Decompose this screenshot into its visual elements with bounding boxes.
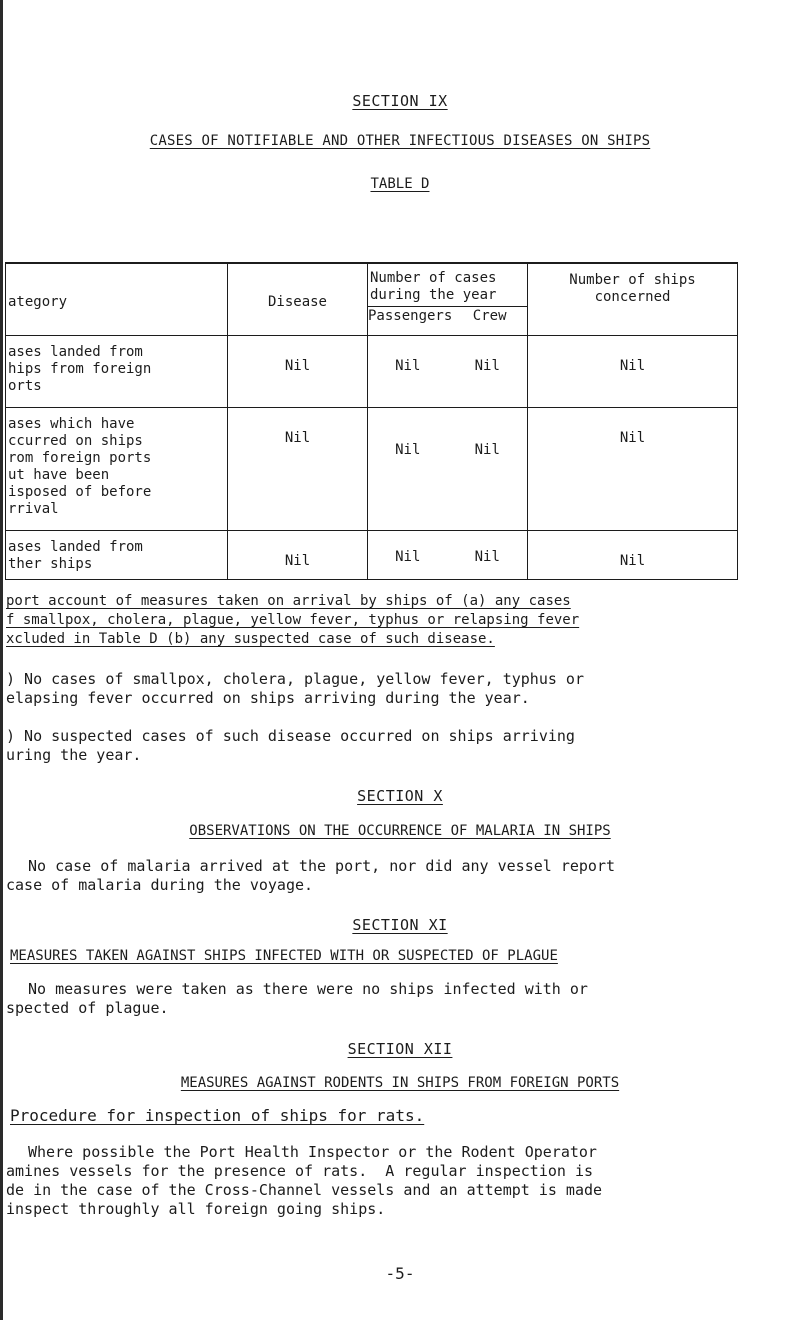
section-10-text-line-2: case of malaria during the voyage. <box>6 876 314 894</box>
row-disease: Nil <box>228 408 368 531</box>
section-10-text-line-1: No case of malaria arrived at the port, nor did any vessel report <box>28 857 615 875</box>
section-12-title: MEASURES AGAINST RODENTS IN SHIPS FROM FOREIGN PORTS <box>180 1075 620 1091</box>
row-cases <box>368 336 528 408</box>
header-ships-concerned: Number of ships concerned <box>528 263 738 336</box>
report-para-a-line-2: elapsing fever occurred on ships arriving during the year. <box>6 689 530 707</box>
section-12-subheading: Procedure for inspection of ships for rats. <box>10 1106 425 1125</box>
table-row <box>6 336 738 408</box>
row-ships: Nil <box>528 336 738 408</box>
table-row <box>6 531 738 580</box>
row-ships: Nil <box>528 408 738 531</box>
section-12-heading: SECTION XII <box>347 1040 453 1058</box>
section-12-text-line-1: Where possible the Port Health Inspector or the Rodent Operator <box>28 1143 597 1161</box>
row-ships: Nil <box>528 531 738 580</box>
header-crew: Crew <box>472 308 507 324</box>
report-line-1: port account of measures taken on arrival by ships of (a) any cases <box>6 593 571 609</box>
report-para-b-line-2: uring the year. <box>6 746 142 764</box>
table-row <box>6 408 738 531</box>
row-category: ases landed from hips from foreign orts <box>6 336 228 408</box>
header-number-of-cases <box>368 263 528 336</box>
row-crew: Nil <box>474 358 500 374</box>
section-11-title: MEASURES TAKEN AGAINST SHIPS INFECTED WITH OR SUSPECTED OF PLAGUE <box>10 948 558 964</box>
header-number-label: Number of cases during the year <box>370 270 497 303</box>
section-11-text-line-1: No measures were taken as there were no ships infected with or <box>28 980 588 998</box>
row-category: ases which have ccurred on ships rom foreign ports ut have been isposed of before rrival <box>6 408 228 531</box>
row-category: ases landed from ther ships <box>6 531 228 580</box>
report-line-2: f smallpox, cholera, plague, yellow fever, typhus or relapsing fever <box>6 612 580 628</box>
section-10-title: OBSERVATIONS ON THE OCCURRENCE OF MALARIA IN SHIPS <box>189 823 611 839</box>
section-12-text-line-2: amines vessels for the presence of rats. A regular inspection is <box>6 1162 593 1180</box>
row-passengers: Nil <box>395 549 421 565</box>
row-passengers: Nil <box>395 358 421 374</box>
row-crew: Nil <box>474 442 500 458</box>
row-disease: Nil <box>228 531 368 580</box>
header-category: ategory <box>6 263 228 336</box>
report-para-a-line-1: ) No cases of smallpox, cholera, plague, yellow fever, typhus or <box>6 670 584 688</box>
row-cases <box>368 408 528 531</box>
report-line-3: xcluded in Table D (b) any suspected case of such disease. <box>6 631 495 647</box>
section-9-title: CASES OF NOTIFIABLE AND OTHER INFECTIOUS DISEASES ON SHIPS <box>149 133 651 149</box>
row-crew: Nil <box>474 549 500 565</box>
table-d-label: TABLE D <box>370 176 430 192</box>
table-header-row <box>6 263 738 336</box>
section-11-heading: SECTION XI <box>352 916 448 934</box>
section-10-heading: SECTION X <box>357 787 443 805</box>
section-12-text-line-4: inspect throughly all foreign going ships. <box>6 1200 386 1218</box>
row-disease: Nil <box>228 336 368 408</box>
section-11-text-line-2: spected of plague. <box>6 999 169 1017</box>
row-cases <box>368 531 528 580</box>
page-edge <box>0 0 3 1320</box>
section-12-text-line-3: de in the case of the Cross-Channel vessels and an attempt is made <box>6 1181 603 1199</box>
page-number: -5- <box>385 1264 415 1283</box>
header-passengers: Passengers <box>368 308 453 324</box>
row-passengers: Nil <box>395 442 421 458</box>
header-subcolumns <box>368 306 527 335</box>
report-para-b-line-1: ) No suspected cases of such disease occurred on ships arriving <box>6 727 575 745</box>
table-d <box>5 262 738 580</box>
header-disease: Disease <box>228 263 368 336</box>
section-9-heading: SECTION IX <box>352 92 448 110</box>
